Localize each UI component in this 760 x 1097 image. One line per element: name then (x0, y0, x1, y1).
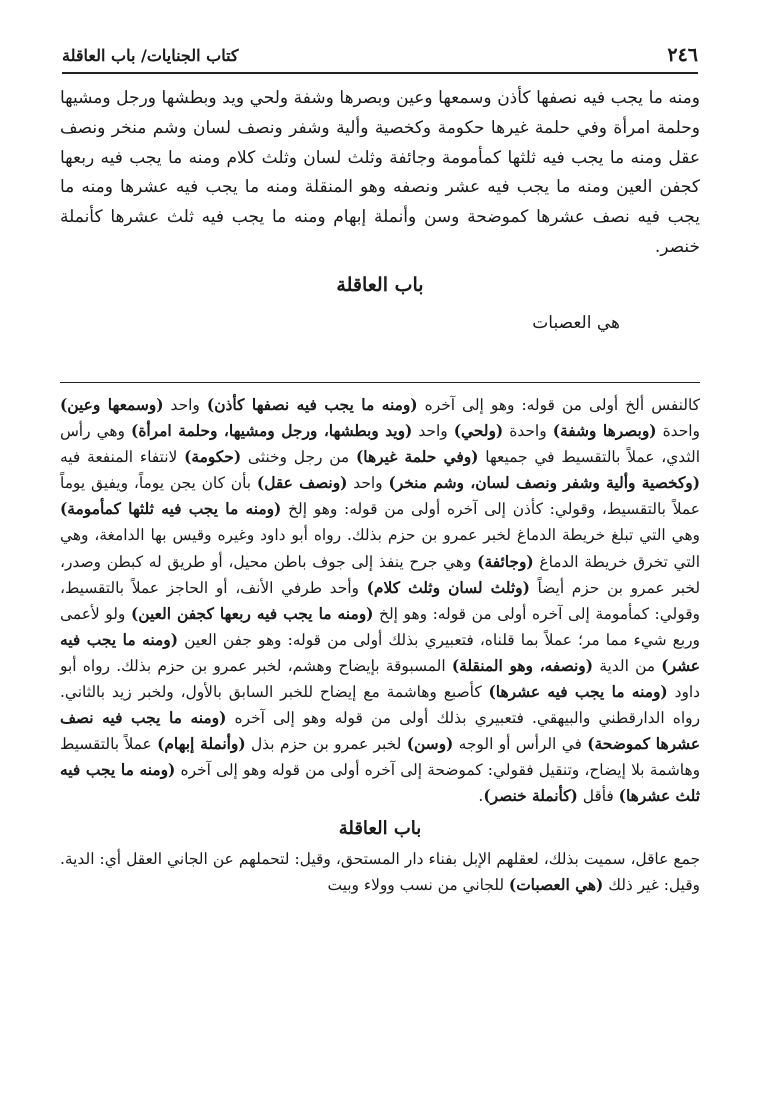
commentary-paragraph-2 (60, 846, 700, 898)
commentary-text: . (478, 787, 484, 806)
commentary-text: واحدة (656, 422, 700, 441)
commentary-matn-quote: (ومنه ما يجب فيه نصفها كأذن) (206, 396, 418, 414)
commentary-text: وهي جرح ينفذ إلى جوف باطن محيل، أو طريق له كبطن وصدر، لخبر عمرو بن حزم أيضاً (60, 552, 701, 597)
commentary-text: لانتفاء المنفعة فيه (60, 448, 185, 467)
commentary-text: كأصبع وهاشمة مع إيضاح للخبر السابق بالأول، ولخبر زيد بالثاني. رواه الدارقطني والبيهقي. فتعبيري بذلك أولى من قوله وهو إلى آخره (60, 683, 700, 728)
commentary-matn-quote: (ومنه ما يجب فيه عشر) (60, 630, 700, 675)
commentary-matn-quote: (ومنه ما يجب فيه ثلث عشرها) (60, 761, 700, 806)
separator-line (60, 382, 700, 383)
commentary-text: المسبوقة بإيضاح وهشم، لخبر عمرو بن حزم بذلك. رواه أبو داود (60, 656, 701, 702)
commentary-matn-quote: (ويد وبطشها، ورجل ومشيها، وحلمة امرأة) (131, 422, 413, 441)
section-title: باب العاقلة (336, 273, 424, 296)
commentary-matn-quote: (ومنه ما يجب فيه نصف عشرها كموضحة) (60, 709, 701, 754)
commentary-matn-quote: (وفي حلمة غيرها) (355, 448, 479, 467)
commentary-section-title: باب العاقلة (338, 817, 422, 839)
commentary-matn-quote: (وجائفة) (477, 552, 534, 571)
commentary-matn-quote: (هي العصبات) (508, 875, 604, 894)
commentary-matn-quote: (ونصفه، وهو المنقلة) (451, 656, 594, 675)
commentary (60, 392, 700, 898)
page-header (62, 38, 698, 74)
commentary-text: عملاً بالتقسيط وهاشمة بلا إيضاح، وتنقيل فقولي: كموضحة إلى آخره أولى من قوله وهو إلى آخره (60, 735, 701, 780)
commentary-text: جمع عاقل، سميت بذلك، لعقلهم الإبل بفناء دار المستحق، وقيل: لتحملهم عن الجاني العقل أي: الدية. وقيل: غير ذلك (60, 849, 700, 894)
commentary-text: فأقل (577, 787, 619, 806)
commentary-matn-quote: (وكخصية وألية وشفر ونصف لسان، وشم منخر) (388, 474, 700, 493)
commentary-text: وهي التي تبلغ خريطة الدماغ لخبر عمرو بن حزم بذلك. رواه أبو داود وغيره وقيس بها الدامغة، وهي التي تخرق خريطة الدماغ (60, 526, 700, 571)
commentary-text: وهي رأس الثدي، عملاً بالتقسيط في جميعها (60, 422, 700, 467)
commentary-text: من رجل وخنثى (241, 448, 356, 467)
commentary-text: واحدة (503, 422, 553, 441)
commentary-matn-quote: (وثلث لسان وثلث كلام) (366, 578, 530, 597)
commentary-matn-quote: (ونصف عقل) (256, 474, 348, 493)
main-text (60, 84, 700, 350)
commentary-matn-quote: (وسمعها وعين) (60, 396, 164, 414)
commentary-text: كالنفس ألخ أولى من قوله: وهو إلى آخره (417, 396, 700, 414)
commentary-text: من الدية (593, 656, 662, 675)
commentary-text: لخبر عمرو بن حزم بذل (245, 735, 407, 754)
commentary-matn-quote: (ومنه ما يجب فيه ثلثها كمأمومة) (60, 500, 282, 519)
main-paragraph: ومنه ما يجب فيه نصفها كأذن وسمعها وعين وبصرها وشفة ولحي ويد وبطشها ورجل ومشيها وحلمة امرأة وفي حلمة غيرها حكومة وكخصية وألية وشفر ونصف لسان وشم منخر ونصف عقل ومنه ما يجب فيه ثلثها كمأمومة وجائفة وثلث لسان وثلث كلام ومنه ما يجب فيه ربعها كجفن العين ومنه ما يجب فيه عشر ونصفه وهو المنقلة ومنه ما يجب فيه عشرها ومنه ما يجب فيه نصف عشرها كموضحة وسن وأنملة إبهام ومنه ما يجب فيه ثلث عشرها كأنملة خنصر. (60, 88, 700, 257)
commentary-matn-quote: (ولحي) (453, 422, 504, 441)
commentary-matn-quote: (ومنه ما يجب فيه عشرها) (488, 683, 668, 702)
commentary-text: للجاني من نسب وولاء وبيت (327, 875, 509, 894)
commentary-text: بأن كان يجن يوماً، ويفيق يوماً عملاً بالتقسيط، وقولي: كأذن إلى آخره أولى من قوله: وهو إلخ (60, 474, 700, 519)
section-subline: هي العصبات (532, 312, 620, 333)
commentary-matn-quote: (ومنه ما يجب فيه ربعها كجفن العين) (130, 604, 374, 623)
commentary-text: واحد (347, 474, 389, 493)
commentary-matn-quote: (كأنملة خنصر) (483, 787, 578, 806)
commentary-text: ولو لأعمى وربع شيء مما مر؛ عملاً بما قلناه، فتعبيري بذلك أولى من قوله: وهو جفن العين (60, 604, 700, 649)
page-number: ٢٤٦ (667, 44, 698, 66)
commentary-text: واحد (412, 422, 454, 441)
commentary-text: واحد (163, 396, 207, 414)
commentary-matn-quote: (وبصرها وشفة) (552, 422, 657, 441)
commentary-matn-quote: (وأنملة إبهام) (157, 735, 246, 754)
commentary-paragraph (60, 392, 700, 810)
running-title: كتاب الجنايات/ باب العاقلة (62, 45, 239, 65)
commentary-matn-quote: (وسن) (406, 735, 454, 754)
commentary-text: وأحد طرفي الأنف، أو الحاجز عملاً بالتقسيط، وقولي: كمأمومة إلى آخره أولى من قوله: وهو إلخ (60, 578, 700, 623)
commentary-matn-quote: (حكومة) (184, 448, 242, 467)
commentary-text: في الرأس أو الوجه (453, 735, 588, 754)
